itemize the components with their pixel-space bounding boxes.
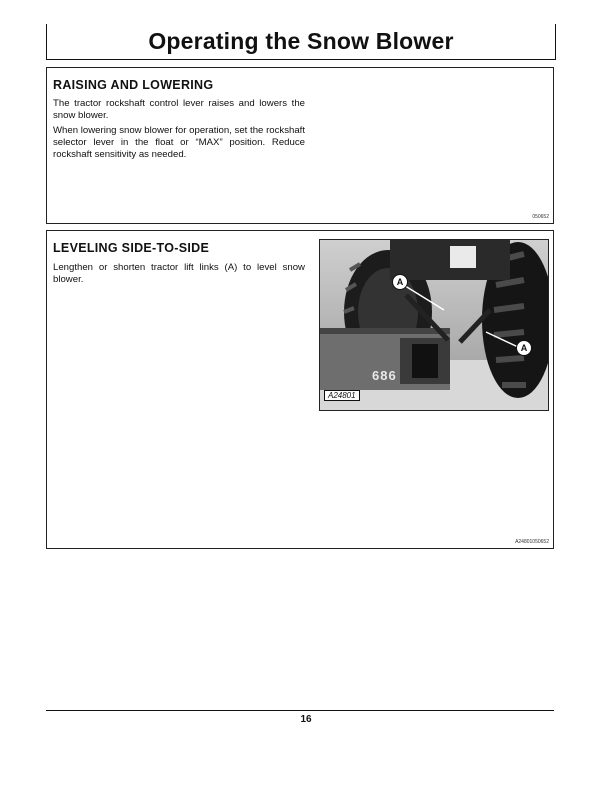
- machine-badge: 686: [372, 368, 397, 383]
- reference-code: A24801050652: [515, 539, 549, 545]
- section-heading: LEVELING SIDE-TO-SIDE: [53, 241, 210, 255]
- callout-label: A: [396, 277, 404, 287]
- paragraph: When lowering snow blower for operation, set the rockshaft selector lever in the float or “MAX” position. Reduce rockshaft sensitivity as needed.: [53, 125, 305, 161]
- section-leveling-side-to-side: [46, 230, 554, 549]
- section-heading: RAISING AND LOWERING: [53, 78, 214, 92]
- page-title: Operating the Snow Blower: [148, 28, 454, 54]
- reference-code: 050652: [532, 214, 549, 220]
- photo-code: A24801: [324, 390, 360, 401]
- photo-illustration: [320, 240, 548, 410]
- callout-label: A: [520, 343, 528, 353]
- paragraph: Lengthen or shorten tractor lift links (A) to level snow blower.: [53, 262, 305, 286]
- tractor-lift-link-photo: [319, 239, 549, 411]
- callout-a-marker: [516, 340, 532, 356]
- header-rule: [47, 59, 555, 60]
- page-header: [46, 24, 556, 60]
- page-number: 16: [300, 714, 312, 725]
- paragraph: The tractor rockshaft control lever raises and lowers the snow blower.: [53, 98, 305, 122]
- callout-a-marker: [392, 274, 408, 290]
- section-raising-lowering: [46, 67, 554, 224]
- footer-rule: [46, 710, 554, 711]
